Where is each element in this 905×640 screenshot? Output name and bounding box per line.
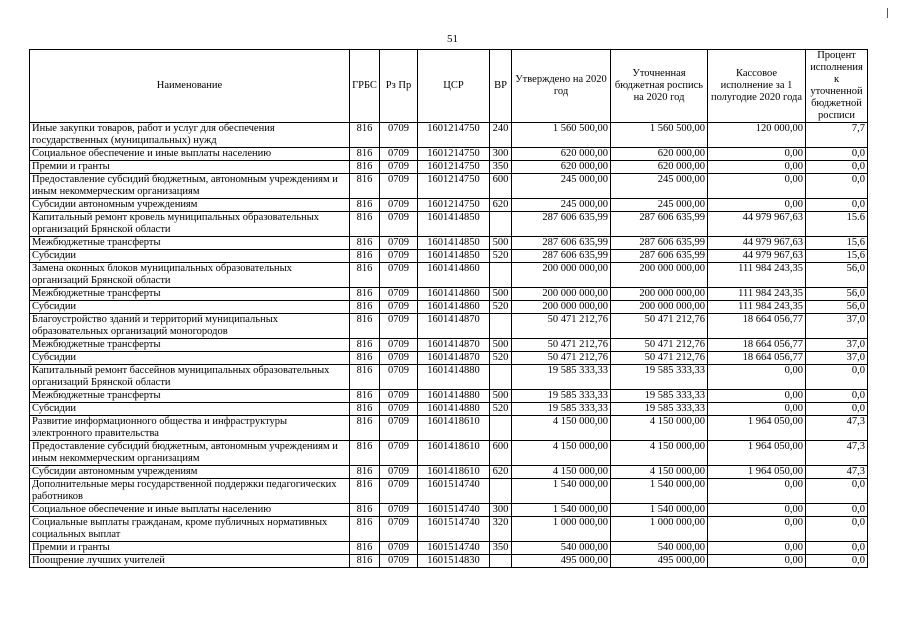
cell-name: Субсидии [30, 301, 350, 314]
header-grbs: ГРБС [350, 50, 380, 123]
cell-refined: 287 606 635,99 [611, 212, 708, 237]
cell-refined: 19 585 333,33 [611, 390, 708, 403]
cell-approved: 200 000 000,00 [512, 301, 611, 314]
cell-grbs: 816 [350, 148, 380, 161]
cell-percent: 0,0 [806, 199, 868, 212]
cell-cash: 0,00 [708, 174, 806, 199]
page-number: 51 [447, 33, 458, 45]
cell-percent: 56,0 [806, 263, 868, 288]
cell-refined: 4 150 000,00 [611, 416, 708, 441]
cell-cash: 0,00 [708, 555, 806, 568]
table-row [30, 174, 868, 199]
cell-vr [490, 555, 512, 568]
cell-cash: 18 664 056,77 [708, 339, 806, 352]
cell-csr: 1601418610 [418, 441, 490, 466]
cell-vr [490, 416, 512, 441]
table-row [30, 263, 868, 288]
cell-percent: 0,0 [806, 403, 868, 416]
cell-rzpr: 0709 [380, 416, 418, 441]
header-csr: ЦСР [418, 50, 490, 123]
cell-grbs: 816 [350, 199, 380, 212]
cell-percent: 56,0 [806, 288, 868, 301]
cell-percent: 15,6 [806, 250, 868, 263]
cell-rzpr: 0709 [380, 517, 418, 542]
header-name: Наименование [30, 50, 350, 123]
cell-name: Субсидии автономным учреждениям [30, 466, 350, 479]
table-row [30, 365, 868, 390]
table-row [30, 479, 868, 504]
cell-vr: 500 [490, 339, 512, 352]
cell-rzpr: 0709 [380, 542, 418, 555]
cell-cash: 0,00 [708, 390, 806, 403]
cell-csr: 1601414870 [418, 314, 490, 339]
cell-name: Капитальный ремонт бассейнов муниципальных образовательных организаций Брянской области [30, 365, 350, 390]
cell-cash: 0,00 [708, 148, 806, 161]
cell-cash: 1 964 050,00 [708, 416, 806, 441]
cell-refined: 50 471 212,76 [611, 352, 708, 365]
cell-csr: 1601414870 [418, 352, 490, 365]
cell-csr: 1601414880 [418, 403, 490, 416]
table-row [30, 504, 868, 517]
cell-percent: 0,0 [806, 365, 868, 390]
cell-csr: 1601214750 [418, 148, 490, 161]
table-row [30, 288, 868, 301]
cell-refined: 200 000 000,00 [611, 288, 708, 301]
cell-rzpr: 0709 [380, 314, 418, 339]
cell-rzpr: 0709 [380, 161, 418, 174]
cell-refined: 4 150 000,00 [611, 441, 708, 466]
cell-refined: 620 000,00 [611, 148, 708, 161]
cell-csr: 1601514740 [418, 542, 490, 555]
cell-name: Дополнительные меры государственной поддержки педагогических работников [30, 479, 350, 504]
cell-percent: 37,0 [806, 352, 868, 365]
cell-approved: 4 150 000,00 [512, 416, 611, 441]
cell-rzpr: 0709 [380, 174, 418, 199]
cell-name: Социальные выплаты гражданам, кроме публичных нормативных социальных выплат [30, 517, 350, 542]
cell-vr: 300 [490, 504, 512, 517]
cell-name: Предоставление субсидий бюджетным, автономным учреждениям и иным некоммерческим организациям [30, 441, 350, 466]
cell-rzpr: 0709 [380, 123, 418, 148]
cell-approved: 495 000,00 [512, 555, 611, 568]
cell-name: Межбюджетные трансферты [30, 237, 350, 250]
cell-approved: 245 000,00 [512, 199, 611, 212]
table-row [30, 542, 868, 555]
cell-refined: 540 000,00 [611, 542, 708, 555]
cell-name: Межбюджетные трансферты [30, 390, 350, 403]
cell-vr [490, 263, 512, 288]
cell-cash: 18 664 056,77 [708, 352, 806, 365]
cell-cash: 0,00 [708, 517, 806, 542]
cell-approved: 4 150 000,00 [512, 466, 611, 479]
cell-vr: 600 [490, 174, 512, 199]
cell-rzpr: 0709 [380, 237, 418, 250]
cell-name: Субсидии автономным учреждениям [30, 199, 350, 212]
cell-vr: 620 [490, 199, 512, 212]
cell-name: Субсидии [30, 352, 350, 365]
cell-vr [490, 479, 512, 504]
cell-name: Развитие информационного общества и инфраструктуры электронного правительства [30, 416, 350, 441]
cell-approved: 19 585 333,33 [512, 365, 611, 390]
cell-refined: 287 606 635,99 [611, 250, 708, 263]
cell-refined: 50 471 212,76 [611, 314, 708, 339]
table-row [30, 403, 868, 416]
cell-vr [490, 365, 512, 390]
cell-grbs: 816 [350, 288, 380, 301]
header-vr: ВР [490, 50, 512, 123]
cell-grbs: 816 [350, 263, 380, 288]
cell-name: Социальное обеспечение и иные выплаты населению [30, 148, 350, 161]
cell-percent: 0,0 [806, 517, 868, 542]
header-approved: Утверждено на 2020 год [512, 50, 611, 123]
cell-vr: 520 [490, 301, 512, 314]
cell-csr: 1601418610 [418, 416, 490, 441]
table-row [30, 148, 868, 161]
cell-grbs: 816 [350, 301, 380, 314]
cell-refined: 200 000 000,00 [611, 263, 708, 288]
cell-refined: 495 000,00 [611, 555, 708, 568]
cell-rzpr: 0709 [380, 555, 418, 568]
cell-name: Субсидии [30, 403, 350, 416]
cell-percent: 37,0 [806, 339, 868, 352]
cell-refined: 287 606 635,99 [611, 237, 708, 250]
cell-cash: 1 964 050,00 [708, 466, 806, 479]
cell-refined: 19 585 333,33 [611, 365, 708, 390]
cell-percent: 47,3 [806, 466, 868, 479]
cell-name: Межбюджетные трансферты [30, 288, 350, 301]
cell-cash: 1 964 050,00 [708, 441, 806, 466]
cell-name: Премии и гранты [30, 542, 350, 555]
cell-approved: 1 000 000,00 [512, 517, 611, 542]
cell-rzpr: 0709 [380, 212, 418, 237]
cell-percent: 47,3 [806, 441, 868, 466]
cell-rzpr: 0709 [380, 199, 418, 212]
cell-csr: 1601418610 [418, 466, 490, 479]
cell-approved: 287 606 635,99 [512, 250, 611, 263]
cell-percent: 0,0 [806, 161, 868, 174]
cell-rzpr: 0709 [380, 263, 418, 288]
cell-csr: 1601214750 [418, 199, 490, 212]
cell-refined: 245 000,00 [611, 199, 708, 212]
cell-grbs: 816 [350, 542, 380, 555]
cell-refined: 1 540 000,00 [611, 504, 708, 517]
cell-name: Капитальный ремонт кровель муниципальных образовательных организаций Брянской области [30, 212, 350, 237]
cell-refined: 1 540 000,00 [611, 479, 708, 504]
cell-csr: 1601414870 [418, 339, 490, 352]
cell-name: Премии и гранты [30, 161, 350, 174]
cell-rzpr: 0709 [380, 288, 418, 301]
table-row [30, 212, 868, 237]
cell-cash: 0,00 [708, 161, 806, 174]
margin-mark [887, 8, 888, 18]
cell-approved: 50 471 212,76 [512, 339, 611, 352]
table-row [30, 237, 868, 250]
cell-percent: 47,3 [806, 416, 868, 441]
cell-grbs: 816 [350, 174, 380, 199]
cell-approved: 245 000,00 [512, 174, 611, 199]
cell-name: Благоустройство зданий и территорий муниципальных образовательных организаций моногородов [30, 314, 350, 339]
table-row [30, 314, 868, 339]
cell-cash: 111 984 243,35 [708, 301, 806, 314]
cell-percent: 15,6 [806, 237, 868, 250]
cell-vr [490, 314, 512, 339]
table-row [30, 441, 868, 466]
cell-vr: 300 [490, 148, 512, 161]
cell-refined: 4 150 000,00 [611, 466, 708, 479]
cell-csr: 1601414850 [418, 237, 490, 250]
cell-percent: 0,0 [806, 479, 868, 504]
cell-csr: 1601414880 [418, 365, 490, 390]
header-row [30, 50, 868, 123]
cell-approved: 287 606 635,99 [512, 212, 611, 237]
cell-grbs: 816 [350, 250, 380, 263]
cell-cash: 44 979 967,63 [708, 250, 806, 263]
cell-vr: 520 [490, 403, 512, 416]
cell-approved: 540 000,00 [512, 542, 611, 555]
cell-vr: 620 [490, 466, 512, 479]
cell-grbs: 816 [350, 237, 380, 250]
cell-csr: 1601514740 [418, 479, 490, 504]
cell-percent: 15.6 [806, 212, 868, 237]
cell-vr: 500 [490, 237, 512, 250]
cell-rzpr: 0709 [380, 365, 418, 390]
cell-rzpr: 0709 [380, 504, 418, 517]
cell-cash: 0,00 [708, 199, 806, 212]
cell-approved: 50 471 212,76 [512, 352, 611, 365]
cell-csr: 1601414850 [418, 212, 490, 237]
cell-csr: 1601214750 [418, 174, 490, 199]
cell-cash: 0,00 [708, 504, 806, 517]
cell-name: Поощрение лучших учителей [30, 555, 350, 568]
cell-cash: 0,00 [708, 479, 806, 504]
cell-approved: 4 150 000,00 [512, 441, 611, 466]
cell-grbs: 816 [350, 352, 380, 365]
cell-grbs: 816 [350, 390, 380, 403]
cell-approved: 287 606 635,99 [512, 237, 611, 250]
cell-rzpr: 0709 [380, 466, 418, 479]
cell-csr: 1601414860 [418, 288, 490, 301]
cell-percent: 56,0 [806, 301, 868, 314]
header-cash: Кассовое исполнение за 1 полугодие 2020 года [708, 50, 806, 123]
cell-cash: 111 984 243,35 [708, 263, 806, 288]
cell-approved: 200 000 000,00 [512, 263, 611, 288]
cell-rzpr: 0709 [380, 390, 418, 403]
header-rzpr: Рз Пр [380, 50, 418, 123]
cell-grbs: 816 [350, 517, 380, 542]
cell-grbs: 816 [350, 441, 380, 466]
cell-grbs: 816 [350, 504, 380, 517]
cell-rzpr: 0709 [380, 148, 418, 161]
cell-cash: 0,00 [708, 403, 806, 416]
cell-grbs: 816 [350, 479, 380, 504]
cell-rzpr: 0709 [380, 339, 418, 352]
cell-percent: 0,0 [806, 148, 868, 161]
cell-approved: 1 540 000,00 [512, 479, 611, 504]
cell-csr: 1601514740 [418, 517, 490, 542]
cell-csr: 1601414860 [418, 263, 490, 288]
cell-approved: 19 585 333,33 [512, 403, 611, 416]
cell-vr: 350 [490, 161, 512, 174]
cell-refined: 19 585 333,33 [611, 403, 708, 416]
cell-cash: 0,00 [708, 542, 806, 555]
table-row [30, 466, 868, 479]
cell-approved: 620 000,00 [512, 161, 611, 174]
cell-grbs: 816 [350, 466, 380, 479]
cell-vr: 240 [490, 123, 512, 148]
cell-grbs: 816 [350, 339, 380, 352]
cell-name: Межбюджетные трансферты [30, 339, 350, 352]
table-row [30, 416, 868, 441]
cell-percent: 0,0 [806, 390, 868, 403]
cell-name: Субсидии [30, 250, 350, 263]
budget-table [29, 49, 868, 568]
cell-cash: 44 979 967,63 [708, 237, 806, 250]
cell-grbs: 816 [350, 403, 380, 416]
cell-approved: 1 540 000,00 [512, 504, 611, 517]
cell-name: Социальное обеспечение и иные выплаты населению [30, 504, 350, 517]
cell-refined: 245 000,00 [611, 174, 708, 199]
cell-vr: 500 [490, 288, 512, 301]
table-row [30, 123, 868, 148]
cell-refined: 1 000 000,00 [611, 517, 708, 542]
cell-name: Замена оконных блоков муниципальных образовательных организаций Брянской области [30, 263, 350, 288]
table-row [30, 352, 868, 365]
cell-cash: 120 000,00 [708, 123, 806, 148]
cell-rzpr: 0709 [380, 250, 418, 263]
table-row [30, 301, 868, 314]
cell-percent: 37,0 [806, 314, 868, 339]
cell-name: Иные закупки товаров, работ и услуг для обеспечения государственных (муниципальных) нужд [30, 123, 350, 148]
cell-csr: 1601514830 [418, 555, 490, 568]
cell-name: Предоставление субсидий бюджетным, автономным учреждениям и иным некоммерческим организациям [30, 174, 350, 199]
header-refined: Уточненная бюджетная роспись на 2020 год [611, 50, 708, 123]
cell-csr: 1601514740 [418, 504, 490, 517]
cell-refined: 50 471 212,76 [611, 339, 708, 352]
cell-vr: 600 [490, 441, 512, 466]
cell-percent: 0,0 [806, 504, 868, 517]
table-row [30, 161, 868, 174]
table-row [30, 250, 868, 263]
cell-vr: 350 [490, 542, 512, 555]
cell-csr: 1601214750 [418, 123, 490, 148]
cell-grbs: 816 [350, 416, 380, 441]
cell-grbs: 816 [350, 555, 380, 568]
cell-approved: 1 560 500,00 [512, 123, 611, 148]
cell-grbs: 816 [350, 161, 380, 174]
cell-grbs: 816 [350, 123, 380, 148]
cell-cash: 0,00 [708, 365, 806, 390]
cell-csr: 1601414850 [418, 250, 490, 263]
table-row [30, 339, 868, 352]
cell-percent: 0,0 [806, 555, 868, 568]
cell-rzpr: 0709 [380, 441, 418, 466]
table-row [30, 555, 868, 568]
table-row [30, 199, 868, 212]
cell-approved: 50 471 212,76 [512, 314, 611, 339]
cell-vr: 500 [490, 390, 512, 403]
cell-approved: 19 585 333,33 [512, 390, 611, 403]
cell-refined: 1 560 500,00 [611, 123, 708, 148]
table-row [30, 517, 868, 542]
cell-grbs: 816 [350, 212, 380, 237]
table-row [30, 390, 868, 403]
cell-csr: 1601214750 [418, 161, 490, 174]
cell-refined: 620 000,00 [611, 161, 708, 174]
cell-vr: 320 [490, 517, 512, 542]
cell-rzpr: 0709 [380, 403, 418, 416]
cell-csr: 1601414880 [418, 390, 490, 403]
cell-vr [490, 212, 512, 237]
cell-rzpr: 0709 [380, 301, 418, 314]
cell-percent: 0,0 [806, 542, 868, 555]
cell-percent: 0,0 [806, 174, 868, 199]
cell-approved: 620 000,00 [512, 148, 611, 161]
cell-grbs: 816 [350, 365, 380, 390]
cell-grbs: 816 [350, 314, 380, 339]
cell-percent: 7,7 [806, 123, 868, 148]
header-percent: Процент исполнения к уточненной бюджетной росписи [806, 50, 868, 123]
cell-cash: 111 984 243,35 [708, 288, 806, 301]
cell-vr: 520 [490, 352, 512, 365]
cell-vr: 520 [490, 250, 512, 263]
cell-refined: 200 000 000,00 [611, 301, 708, 314]
cell-cash: 44 979 967,63 [708, 212, 806, 237]
cell-rzpr: 0709 [380, 352, 418, 365]
cell-approved: 200 000 000,00 [512, 288, 611, 301]
cell-csr: 1601414860 [418, 301, 490, 314]
cell-cash: 18 664 056,77 [708, 314, 806, 339]
cell-rzpr: 0709 [380, 479, 418, 504]
